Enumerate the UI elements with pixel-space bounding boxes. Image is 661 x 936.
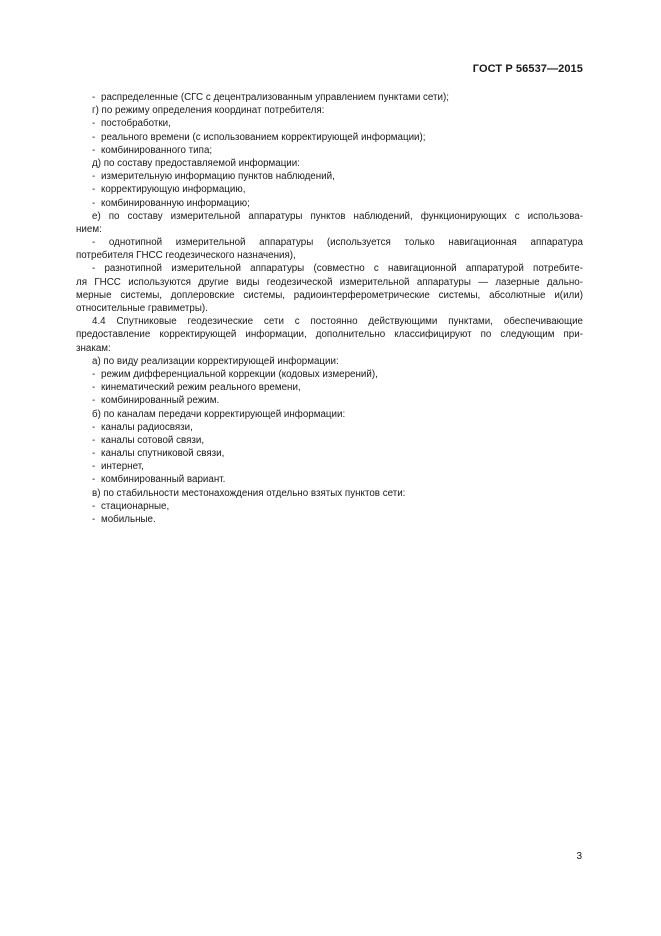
list-item-bullet [76, 91, 583, 104]
list-item-text: интернет, [101, 461, 144, 473]
list-item-bullet [76, 183, 583, 196]
list-item-bullet [76, 513, 583, 526]
bullet-dash: - [92, 171, 96, 183]
text-line: а) по виду реализации корректирующей информации: [92, 355, 339, 367]
list-item-text: постобработки, [101, 118, 171, 130]
text-line: ля ГНСС используются другие виды геодезической измерительной аппаратуры — лазерные дально- [76, 276, 583, 288]
page-number: 3 [576, 851, 582, 862]
text-line: относительные гравиметры). [76, 303, 208, 314]
text-line: - разнотипной измерительной аппаратуры (совместно с навигационной аппаратурой потребите- [92, 263, 583, 275]
document-body [76, 91, 583, 526]
list-item-text: измерительную информацию пунктов наблюдений, [101, 171, 335, 183]
list-item-bullet [76, 434, 583, 447]
text-line: в) по стабильности местонахождения отдельно взятых пунктов сети: [92, 487, 406, 499]
bullet-dash: - [92, 92, 96, 103]
text-line: мерные системы, доплеровские системы, радиоинтерферометрические системы, абсолютные и(или) [76, 289, 583, 301]
list-item-bullet [76, 500, 583, 513]
list-item-text: каналы сотовой связи, [101, 434, 205, 446]
list-item-bullet [76, 131, 583, 144]
list-item-text: комбинированную информацию; [101, 197, 250, 209]
bullet-dash: - [92, 514, 96, 525]
list-item-bullet [76, 117, 583, 130]
document-code-header: ГОСТ Р 56537—2015 [472, 63, 583, 75]
bullet-dash: - [92, 382, 96, 394]
bullet-dash: - [92, 395, 96, 407]
text-line: д) по составу предоставляемой информации: [92, 157, 300, 169]
list-item-text: мобильные. [101, 514, 156, 525]
text-line: 4.4 Спутниковые геодезические сети с постоянно действующими пунктами, обеспечивающие [92, 316, 583, 328]
bullet-dash: - [92, 184, 96, 196]
list-item-bullet [76, 394, 583, 407]
list-item-bullet [76, 473, 583, 486]
list-item-bullet [76, 447, 583, 460]
text-line: предоставление корректирующей информации, дополнительно классифицируют по следующим при- [76, 329, 583, 341]
bullet-dash: - [92, 144, 96, 156]
list-item-text: реального времени (с использованием корректирующей информации); [101, 131, 426, 143]
list-item-bullet [76, 381, 583, 394]
bullet-dash: - [92, 474, 96, 486]
list-item-bullet [76, 421, 583, 434]
list-item-text: режим дифференциальной коррекции (кодовых измерений), [101, 368, 378, 380]
bullet-dash: - [92, 434, 96, 446]
list-item-bullet [76, 368, 583, 381]
list-item-text: кинематический режим реального времени, [101, 382, 301, 394]
bullet-dash: - [92, 461, 96, 473]
bullet-dash: - [92, 500, 96, 512]
list-item-text: комбинированного типа; [101, 144, 213, 156]
bullet-dash: - [92, 421, 96, 433]
text-line: г) по режиму определения координат потребителя: [92, 105, 325, 117]
text-line: потребителя ГНСС геодезического назначения), [76, 250, 296, 262]
text-line: е) по составу измерительной аппаратуры пунктов наблюдений, функционирующих с использова- [92, 210, 583, 222]
list-item-text: каналы спутниковой связи, [101, 448, 225, 460]
bullet-dash: - [92, 131, 96, 143]
list-item-bullet [76, 144, 583, 157]
list-item-text: комбинированный режим. [101, 395, 220, 407]
bullet-dash: - [92, 197, 96, 209]
list-item-bullet [76, 460, 583, 473]
list-item-bullet [76, 170, 583, 183]
text-line: б) по каналам передачи корректирующей информации: [92, 408, 346, 420]
bullet-dash: - [92, 448, 96, 460]
list-item-text: корректирующую информацию, [101, 184, 246, 196]
bullet-dash: - [92, 118, 96, 130]
list-item-bullet [76, 197, 583, 210]
text-line: - однотипной измерительной аппаратуры (используется только навигационная аппаратура [92, 237, 583, 249]
list-item-text: распределенные (СГС с децентрализованным управлением пунктами сети); [101, 92, 449, 103]
list-item-text: каналы радиосвязи, [101, 421, 193, 433]
list-item-text: комбинированный вариант. [101, 474, 226, 486]
list-item-text: стационарные, [101, 500, 170, 512]
bullet-dash: - [92, 368, 96, 380]
text-line: знакам: [76, 342, 111, 354]
text-line: нием: [76, 223, 102, 235]
